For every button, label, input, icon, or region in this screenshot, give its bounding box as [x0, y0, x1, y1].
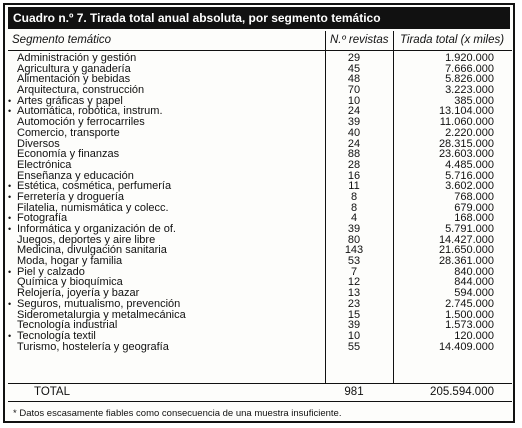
count-cell: 80 — [347, 233, 361, 246]
count-cell: 15 — [347, 308, 361, 321]
count-cell: 11 — [348, 180, 360, 193]
segment-cell: Economía y finanzas — [17, 148, 120, 161]
segment-cell: Artes gráficas y papel — [17, 94, 123, 107]
count-cell: 12 — [347, 276, 361, 289]
segment-cell: Siderometalurgia y metalmecánica — [17, 308, 186, 321]
segment-cell: Comercio, transporte — [17, 126, 120, 139]
circulation-cell: 3.223.000 — [445, 84, 494, 97]
count-cell: 48 — [347, 73, 361, 86]
circulation-cell: 594.000 — [454, 287, 494, 300]
table-row — [8, 342, 510, 353]
circulation-cell: 120.000 — [454, 329, 494, 342]
circulation-cell: 14.409.000 — [438, 340, 494, 353]
count-cell: 24 — [347, 105, 361, 118]
segment-cell: Alimentación y bebidas — [17, 73, 131, 86]
total-divider — [8, 383, 512, 384]
total-count: 981 — [344, 386, 364, 398]
column-header-segment: Segmento temático — [12, 34, 112, 46]
segment-cell: Automoción y ferrocarriles — [17, 116, 145, 129]
segment-cell: Ferretería y droguería — [17, 190, 124, 203]
segment-cell: Moda, hogar y familia — [17, 255, 123, 268]
footnote: * Datos escasamente fiables como consecuencia de una muestra insuficiente. — [13, 408, 342, 419]
segment-cell: Seguros, mutualismo, prevención — [17, 297, 181, 310]
table-row — [8, 128, 510, 139]
circulation-cell: 21.650.000 — [438, 244, 494, 257]
circulation-cell: 385.000 — [454, 94, 494, 107]
table-body — [8, 53, 510, 352]
row-mark: • — [8, 95, 12, 106]
count-cell: 16 — [347, 169, 361, 182]
circulation-cell: 14.427.000 — [438, 233, 494, 246]
circulation-cell: 5.791.000 — [445, 223, 494, 235]
circulation-cell: 11.060.000 — [439, 116, 494, 129]
count-cell: 23 — [347, 297, 361, 310]
count-cell: 28 — [347, 158, 361, 171]
circulation-cell: 168.000 — [454, 212, 494, 225]
count-cell: 45 — [347, 62, 361, 75]
header-divider — [8, 50, 512, 51]
segment-cell: Química y bioquímica — [17, 276, 123, 289]
footer-divider — [8, 401, 512, 402]
count-cell: 39 — [347, 116, 361, 129]
row-mark: • — [8, 181, 12, 192]
segment-cell: Automática, robótica, instrum. — [17, 105, 163, 118]
circulation-cell: 768.000 — [454, 190, 494, 203]
row-mark: • — [8, 330, 12, 341]
count-cell: 29 — [347, 52, 361, 64]
segment-cell: Arquitectura, construcción — [17, 84, 145, 97]
segment-cell: Electrónica — [17, 158, 72, 171]
segment-cell: Tecnología industrial — [17, 319, 118, 332]
segment-cell: Estética, cosmética, perfumería — [17, 180, 172, 193]
count-cell: 55 — [347, 340, 361, 353]
count-cell: 8 — [350, 190, 358, 203]
table-row — [8, 160, 510, 171]
circulation-cell: 4.485.000 — [445, 158, 494, 171]
row-mark: • — [8, 213, 12, 224]
table-row — [8, 149, 510, 160]
column-header-row — [8, 32, 510, 48]
segment-cell: Piel y calzado — [17, 265, 85, 278]
table-row — [8, 331, 510, 342]
total-circulation: 205.594.000 — [430, 386, 494, 398]
circulation-cell: 28.361.000 — [438, 255, 494, 268]
total-row — [8, 385, 510, 399]
circulation-cell: 28.315.000 — [438, 137, 494, 150]
count-cell: 88 — [347, 148, 361, 161]
count-cell: 13 — [347, 287, 361, 300]
count-cell: 4 — [350, 212, 358, 225]
table-row — [8, 203, 510, 214]
row-mark: • — [8, 266, 12, 277]
segment-cell: Administración y gestión — [17, 52, 137, 64]
segment-cell: Filatelia, numismática y colecc. — [17, 201, 169, 214]
segment-cell: Juegos, deportes y aire libre — [17, 233, 156, 246]
circulation-cell: 5.716.000 — [445, 169, 494, 182]
circulation-cell: 5.826.000 — [445, 73, 494, 86]
count-cell: 8 — [350, 201, 358, 214]
circulation-cell: 1.573.000 — [445, 319, 494, 332]
table-frame — [3, 3, 515, 423]
segment-cell: Fotografía — [17, 212, 68, 225]
table-row — [8, 299, 510, 310]
circulation-cell: 1.920.000 — [445, 52, 494, 64]
count-cell: 7 — [350, 265, 358, 278]
circulation-cell: 840.000 — [454, 265, 494, 278]
count-cell: 40 — [347, 126, 361, 139]
circulation-cell: 7.666.000 — [445, 62, 494, 75]
column-header-count: N.º revistas — [330, 34, 389, 46]
segment-cell: Diversos — [17, 137, 60, 150]
segment-cell: Medicina, divulgación sanitaria — [17, 244, 167, 257]
segment-cell: Tecnología textil — [17, 329, 96, 342]
segment-cell: Turismo, hostelería y geografía — [17, 340, 169, 353]
segment-cell: Relojería, joyería y bazar — [17, 287, 140, 300]
count-cell: 24 — [347, 137, 361, 150]
circulation-cell: 2.745.000 — [445, 297, 494, 310]
count-cell: 53 — [347, 255, 361, 268]
total-label: TOTAL — [34, 386, 70, 398]
circulation-cell: 23.603.000 — [438, 148, 494, 161]
circulation-cell: 844.000 — [454, 276, 494, 289]
row-mark: • — [8, 106, 12, 117]
circulation-cell: 679.000 — [454, 201, 494, 214]
circulation-cell: 3.602.000 — [445, 180, 494, 193]
count-cell: 10 — [347, 329, 361, 342]
count-cell: 39 — [347, 223, 361, 235]
circulation-cell: 2.220.000 — [445, 126, 494, 139]
count-cell: 70 — [347, 84, 361, 97]
segment-cell: Enseñanza y educación — [17, 169, 134, 182]
count-cell: 39 — [347, 319, 361, 332]
count-cell: 143 — [344, 244, 364, 257]
row-mark: • — [8, 298, 12, 309]
segment-cell: Informática y organización de of. — [17, 223, 176, 235]
row-mark: • — [8, 224, 12, 234]
circulation-cell: 1.500.000 — [445, 308, 494, 321]
circulation-cell: 13.104.000 — [438, 105, 494, 118]
table-title: Cuadro n.º 7. Tirada total anual absoluta, por segmento temático — [8, 7, 510, 29]
segment-cell: Agricultura y ganadería — [17, 62, 131, 75]
count-cell: 10 — [347, 94, 361, 107]
column-header-circulation: Tirada total (x miles) — [400, 34, 505, 46]
row-mark: • — [8, 191, 12, 202]
